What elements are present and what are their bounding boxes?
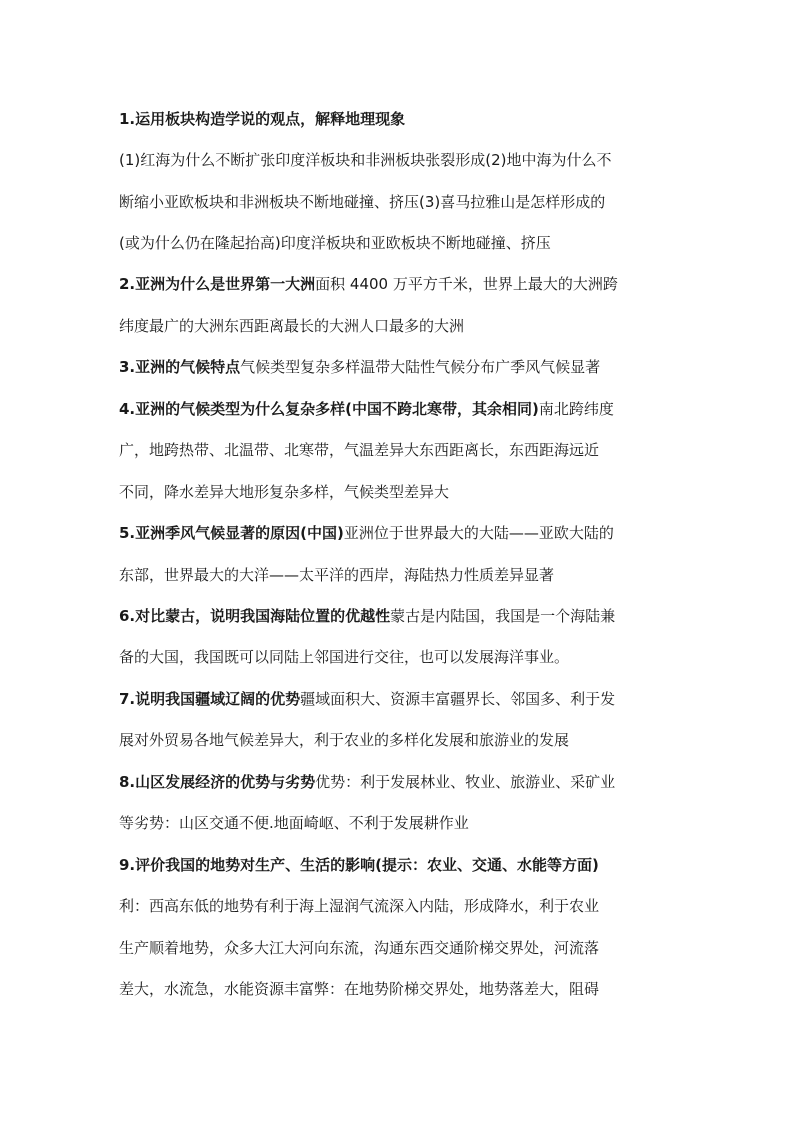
text-line-15 <box>119 689 679 709</box>
line-text: 纬度最广的大洲东西距离最长的大洲人口最多的大洲 <box>119 317 465 335</box>
line-heading: 2.亚洲为什么是世界第一大洲 <box>119 275 316 293</box>
text-line-22 <box>119 979 679 999</box>
text-line-5 <box>119 274 679 294</box>
text-line-17 <box>119 772 679 792</box>
line-text: 断缩小亚欧板块和非洲板块不断地碰撞、挤压(3)喜马拉雅山是怎样形成的 <box>119 193 606 211</box>
line-heading: 5.亚洲季风气候显著的原因(中国) <box>119 524 344 542</box>
text-line-8 <box>119 399 679 419</box>
text-line-21 <box>119 938 679 958</box>
text-line-3 <box>119 192 679 212</box>
line-text: (1)红海为什么不断扩张印度洋板块和非洲板块张裂形成(2)地中海为什么不 <box>119 151 612 169</box>
line-heading: 9.评价我国的地势对生产、生活的影响(提示：农业、交通、水能等方面) <box>119 856 599 874</box>
line-text: 东部，世界最大的大洋——太平洋的西岸，海陆热力性质差异显著 <box>119 566 555 584</box>
text-line-11 <box>119 523 679 543</box>
line-text: 亚洲位于世界最大的大陆——亚欧大陆的 <box>343 524 614 542</box>
line-heading: 6.对比蒙古，说明我国海陆位置的优越性 <box>119 607 391 625</box>
text-line-9 <box>119 440 679 460</box>
line-heading: 8.山区发展经济的优势与劣势 <box>119 773 316 791</box>
line-text: 利：西高东低的地势有利于海上湿润气流深入内陆，形成降水，利于农业 <box>119 897 600 915</box>
line-heading: 4.亚洲的气候类型为什么复杂多样(中国不跨北寒带，其余相同) <box>119 400 539 418</box>
text-line-10 <box>119 482 679 502</box>
text-line-6 <box>119 316 679 336</box>
text-line-18 <box>119 813 679 833</box>
text-line-16 <box>119 730 679 750</box>
line-text: 备的大国，我国既可以同陆上邻国进行交往，也可以发展海洋事业。 <box>119 648 570 666</box>
line-text: 不同，降水差异大地形复杂多样，气候类型差异大 <box>119 483 450 501</box>
text-line-14 <box>119 647 679 667</box>
text-line-1 <box>119 109 679 129</box>
line-text: 生产顺着地势，众多大江大河向东流，沟通东西交通阶梯交界处，河流落 <box>119 939 600 957</box>
line-text: (或为什么仍在隆起抬高)印度洋板块和亚欧板块不断地碰撞、挤压 <box>119 234 551 252</box>
text-line-20 <box>119 896 679 916</box>
line-text: 南北跨纬度 <box>538 400 614 418</box>
text-line-4 <box>119 233 679 253</box>
line-text: 差大，水流急，水能资源丰富弊：在地势阶梯交界处，地势落差大，阻碍 <box>119 980 600 998</box>
text-line-2 <box>119 150 679 170</box>
line-text: 蒙古是内陆国，我国是一个海陆兼 <box>390 607 616 625</box>
text-line-12 <box>119 565 679 585</box>
line-heading: 3.亚洲的气候特点 <box>119 358 241 376</box>
text-line-19 <box>119 855 679 875</box>
line-text: 等劣势：山区交通不便.地面崎岖、不利于发展耕作业 <box>119 814 469 832</box>
line-heading: 1.运用板块构造学说的观点，解释地理现象 <box>119 110 406 128</box>
line-text: 优势：利于发展林业、牧业、旅游业、采矿业 <box>315 773 616 791</box>
line-text: 疆域面积大、资源丰富疆界长、邻国多、利于发 <box>300 690 616 708</box>
line-text: 广，地跨热带、北温带、北寒带，气温差异大东西距离长，东西距海远近 <box>119 441 600 459</box>
text-line-13 <box>119 606 679 626</box>
text-line-7 <box>119 357 679 377</box>
line-text: 面积 4400 万平方千米，世界上最大的大洲跨 <box>315 275 618 293</box>
line-heading: 7.说明我国疆域辽阔的优势 <box>119 690 301 708</box>
line-text: 展对外贸易各地气候差异大，利于农业的多样化发展和旅游业的发展 <box>119 731 570 749</box>
line-text: 气候类型复杂多样温带大陆性气候分布广季风气候显著 <box>240 358 601 376</box>
